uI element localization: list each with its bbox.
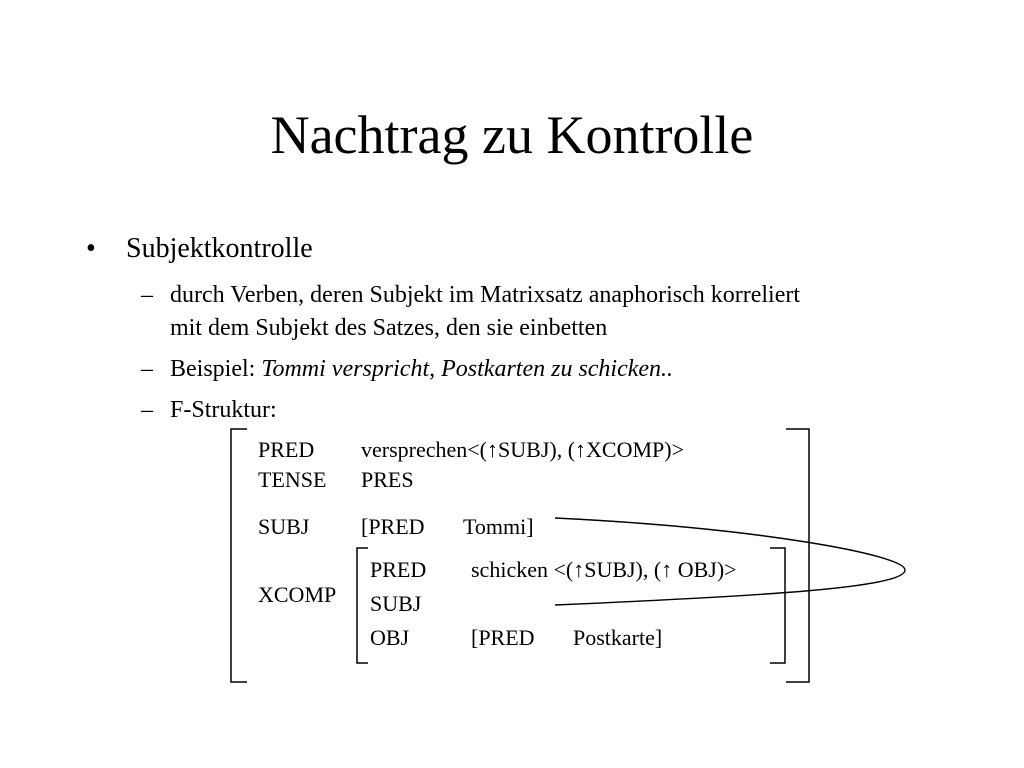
up-arrow-icon: ↑ xyxy=(573,557,585,582)
inner-pred-attr: PRED xyxy=(370,557,427,582)
dash-marker: – xyxy=(141,356,153,382)
dash-marker: – xyxy=(141,397,153,423)
example-sentence: Tommi verspricht, Postkarten zu schicken.. xyxy=(261,356,674,382)
outer-tense-attr: TENSE xyxy=(258,467,327,492)
outer-pred-attr: PRED xyxy=(258,437,315,462)
outer-xcomp-attr: XCOMP xyxy=(258,582,337,607)
example-label: Beispiel: xyxy=(170,356,262,382)
outer-pred-value: versprechen<(↑SUBJ), (↑XCOMP)> xyxy=(361,437,685,462)
inner-obj-value: Postkarte] xyxy=(573,625,663,650)
dash-marker: – xyxy=(141,282,153,308)
inner-pred-value: schicken <(↑SUBJ), (↑ OBJ)> xyxy=(471,557,737,582)
slide-title: Nachtrag zu Kontrolle xyxy=(270,105,754,165)
bullet-subjektkontrolle: Subjektkontrolle xyxy=(126,233,313,264)
sub-item-3: F-Struktur: xyxy=(170,397,277,423)
inner-obj-pred: [PRED xyxy=(471,625,535,650)
inner-left-bracket xyxy=(357,548,368,663)
sub-item-1-line-2: mit dem Subjekt des Satzes, den sie einbetten xyxy=(170,315,608,341)
outer-subj-pred: [PRED xyxy=(361,514,425,539)
outer-subj-value: Tommi] xyxy=(463,514,534,539)
inner-obj-attr: OBJ xyxy=(370,625,410,650)
outer-left-bracket xyxy=(231,429,247,682)
bullet-marker: • xyxy=(86,233,96,264)
outer-subj-attr: SUBJ xyxy=(258,514,310,539)
sub-item-1-line-1: durch Verben, deren Subjekt im Matrixsatz anaphorisch korreliert xyxy=(170,282,801,308)
outer-tense-value: PRES xyxy=(361,467,414,492)
up-arrow-icon: ↑ xyxy=(487,437,499,462)
up-arrow-icon: ↑ xyxy=(661,557,673,582)
inner-right-bracket xyxy=(770,548,785,663)
outer-right-bracket xyxy=(786,429,809,682)
inner-subj-attr: SUBJ xyxy=(370,591,422,616)
up-arrow-icon: ↑ xyxy=(575,437,587,462)
